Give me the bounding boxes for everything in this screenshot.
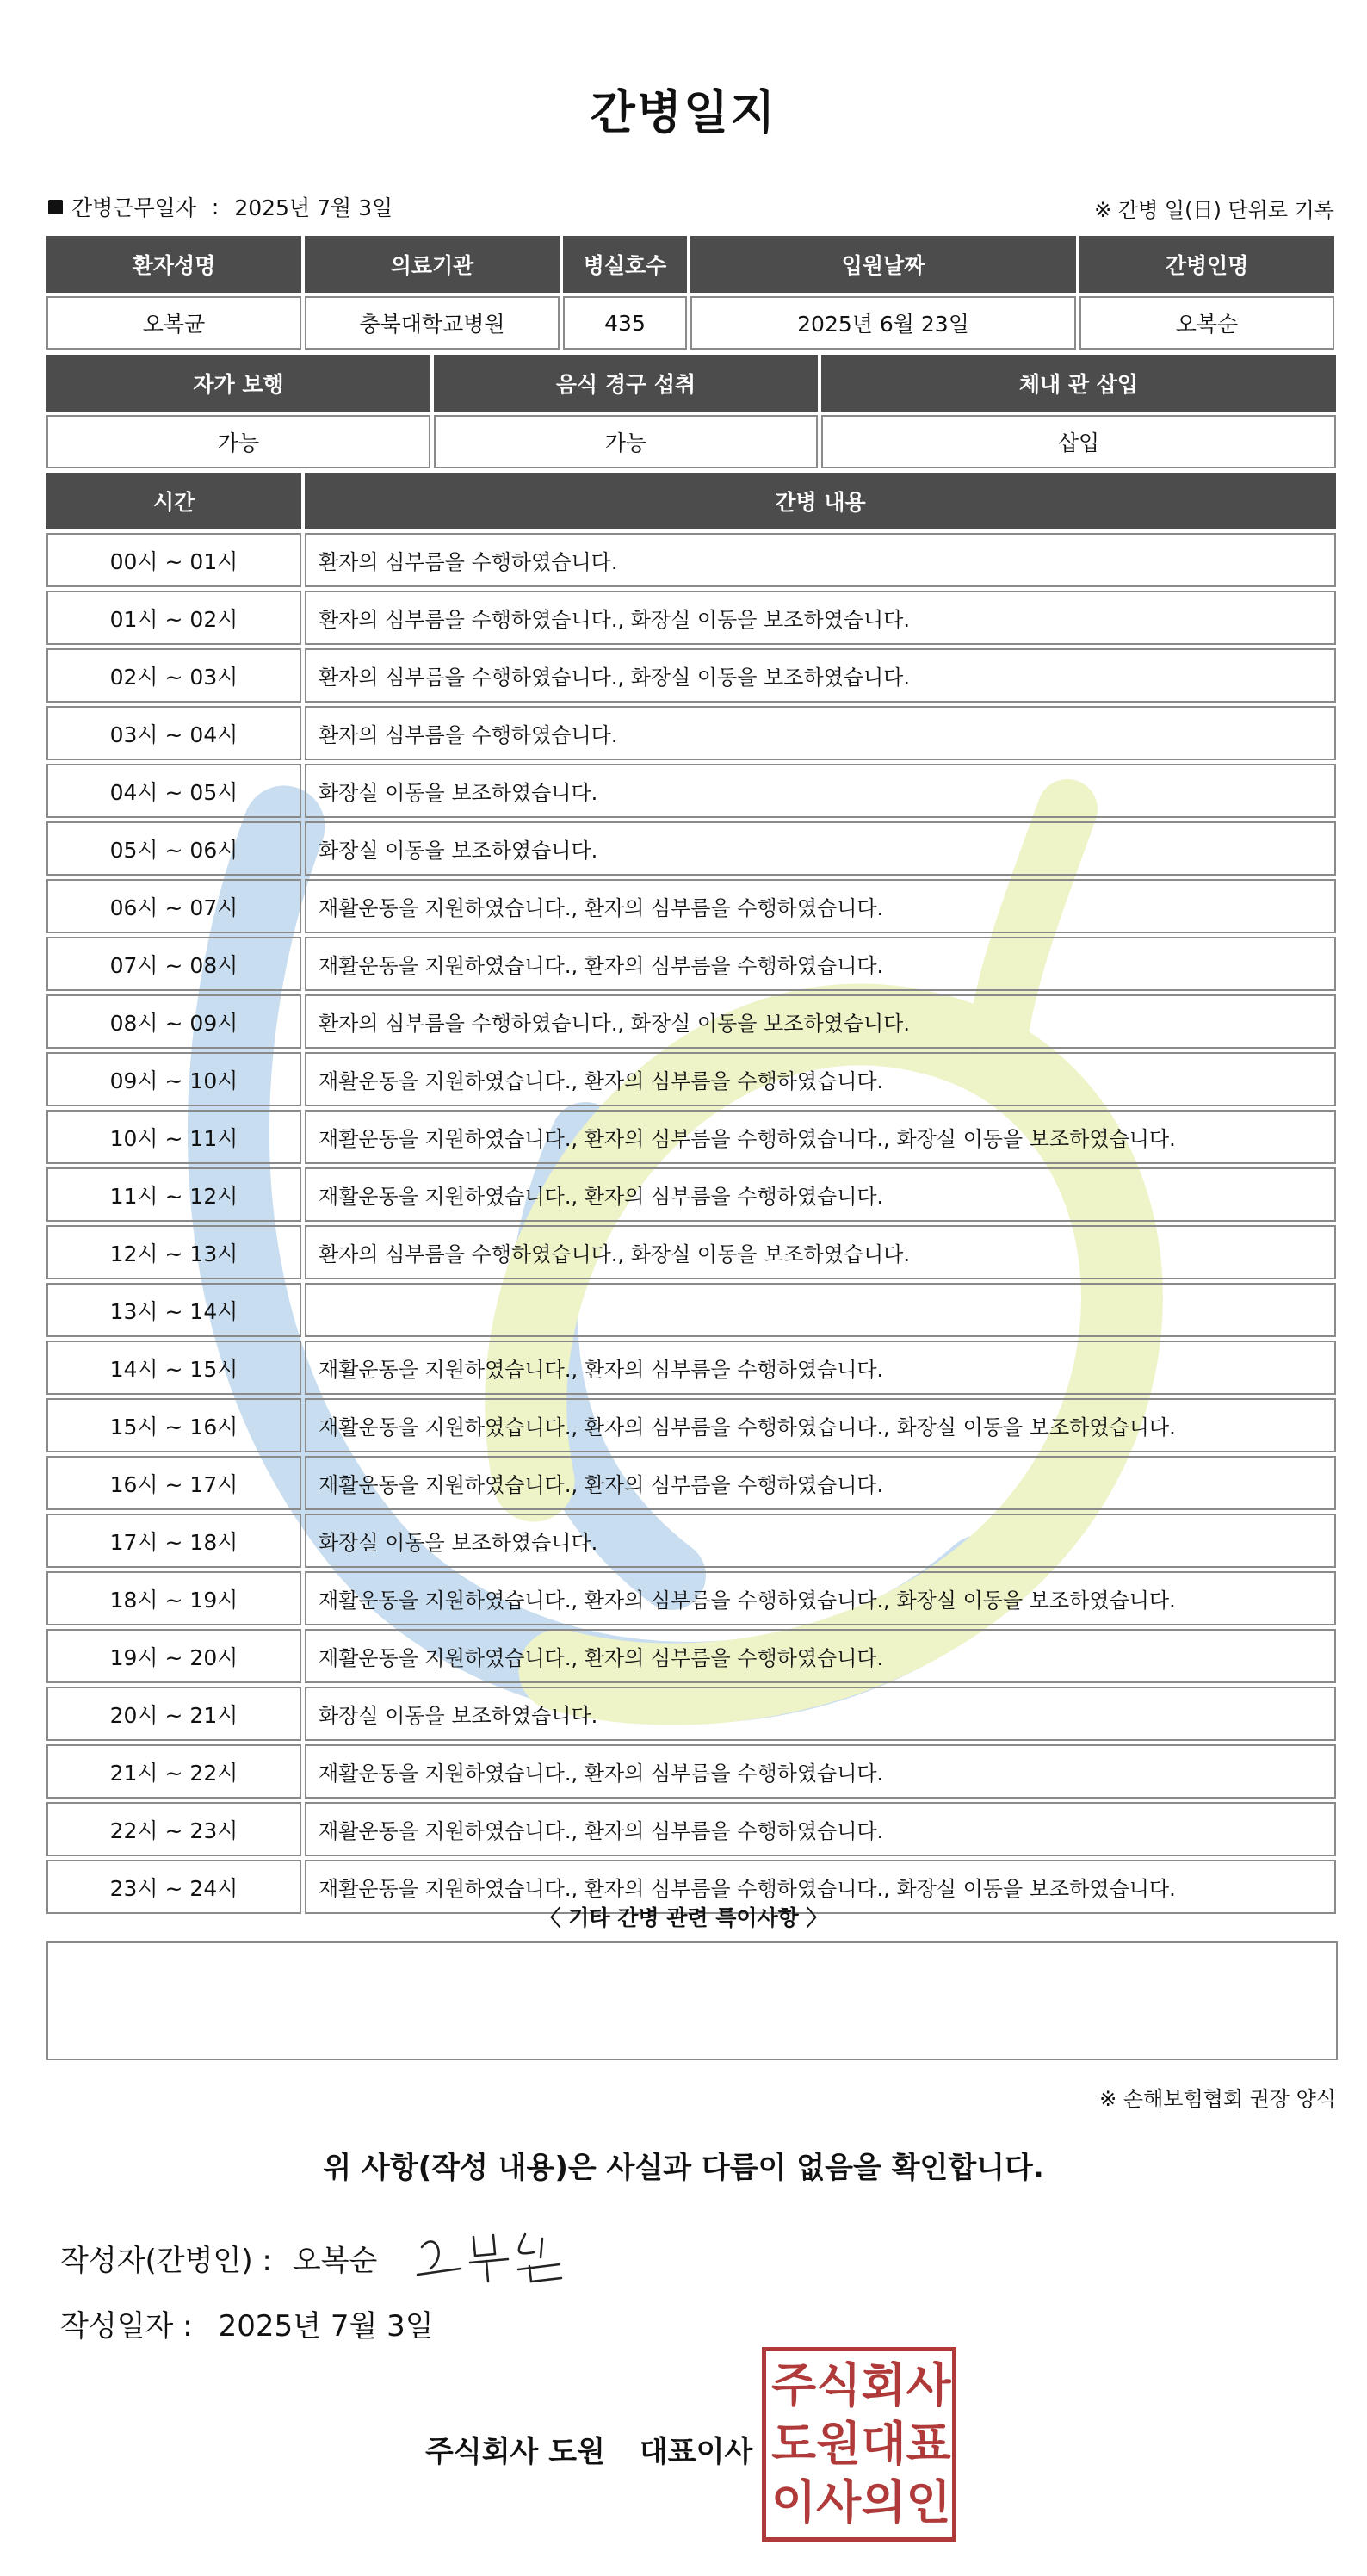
company-representative-title: 대표이사 bbox=[639, 2435, 753, 2469]
seal-character: 대 bbox=[861, 2417, 906, 2471]
header-self-walking: 자가 보행 bbox=[46, 355, 430, 412]
log-time: 00시 ~ 01시 bbox=[46, 533, 301, 587]
log-row bbox=[46, 1052, 1336, 1106]
self-walking-value: 가능 bbox=[46, 415, 430, 468]
log-time: 23시 ~ 24시 bbox=[46, 1860, 301, 1914]
log-row bbox=[46, 1110, 1336, 1164]
log-content: 환자의 심부름을 수행하였습니다. bbox=[305, 706, 1336, 760]
log-row bbox=[46, 533, 1336, 587]
log-content: 재활운동을 지원하였습니다., 환자의 심부름을 수행하였습니다., 화장실 이동을 보조하였습니다. bbox=[305, 1110, 1336, 1164]
header-care-content: 간병 내용 bbox=[305, 473, 1336, 529]
writer-line bbox=[60, 2237, 377, 2279]
form-source-note: ※ 손해보험협회 권장 양식 bbox=[1099, 2087, 1336, 2111]
log-row bbox=[46, 879, 1336, 933]
header-time: 시간 bbox=[46, 473, 301, 529]
log-row bbox=[46, 1398, 1336, 1452]
seal-character: 도 bbox=[771, 2417, 817, 2471]
log-row bbox=[46, 994, 1336, 1049]
remarks-box bbox=[46, 1941, 1338, 2060]
tube-insertion-value: 삽입 bbox=[821, 415, 1336, 468]
log-content: 환자의 심부름을 수행하였습니다., 화장실 이동을 보조하였습니다. bbox=[305, 648, 1336, 703]
oral-intake-value: 가능 bbox=[434, 415, 818, 468]
log-time: 07시 ~ 08시 bbox=[46, 937, 301, 991]
seal-character: 사 bbox=[816, 2475, 862, 2530]
log-content: 화장실 이동을 보조하였습니다. bbox=[305, 1514, 1336, 1568]
page-title: 간병일지 bbox=[590, 85, 777, 139]
log-time: 03시 ~ 04시 bbox=[46, 706, 301, 760]
log-content: 화장실 이동을 보조하였습니다. bbox=[305, 764, 1336, 818]
log-time: 15시 ~ 16시 bbox=[46, 1398, 301, 1452]
company-seal-stamp bbox=[762, 2347, 956, 2542]
room-number: 435 bbox=[563, 296, 687, 350]
log-row bbox=[46, 1629, 1336, 1683]
patient-name: 오복균 bbox=[46, 296, 301, 350]
seal-character: 주 bbox=[771, 2358, 817, 2412]
header-patient-name: 환자성명 bbox=[46, 236, 301, 293]
log-time: 01시 ~ 02시 bbox=[46, 591, 301, 645]
header-hospital: 의료기관 bbox=[305, 236, 560, 293]
log-time: 22시 ~ 23시 bbox=[46, 1802, 301, 1856]
hospital-name: 충북대학교병원 bbox=[305, 296, 560, 350]
log-time: 20시 ~ 21시 bbox=[46, 1687, 301, 1741]
log-row bbox=[46, 1571, 1336, 1625]
log-row bbox=[46, 591, 1336, 645]
patient-info-table bbox=[43, 232, 1338, 353]
log-time: 13시 ~ 14시 bbox=[46, 1283, 301, 1337]
caregiver-name: 오복순 bbox=[1079, 296, 1334, 350]
written-date-line bbox=[60, 2302, 434, 2344]
log-content: 재활운동을 지원하였습니다., 환자의 심부름을 수행하였습니다. bbox=[305, 1052, 1336, 1106]
seal-character: 식 bbox=[816, 2358, 862, 2412]
writer-label: 작성자(간병인) : bbox=[60, 2244, 272, 2278]
work-date-separator: : bbox=[211, 194, 220, 220]
log-content: 재활운동을 지원하였습니다., 환자의 심부름을 수행하였습니다. bbox=[305, 1167, 1336, 1222]
log-row bbox=[46, 706, 1336, 760]
company-name: 주식회사 도원 bbox=[425, 2435, 605, 2469]
header-oral-intake: 음식 경구 섭취 bbox=[434, 355, 818, 412]
log-content: 재활운동을 지원하였습니다., 환자의 심부름을 수행하였습니다., 화장실 이동을 보조하였습니다. bbox=[305, 1571, 1336, 1625]
log-row bbox=[46, 764, 1336, 818]
log-time: 09시 ~ 10시 bbox=[46, 1052, 301, 1106]
handwritten-signature bbox=[413, 2221, 568, 2290]
log-row bbox=[46, 821, 1336, 876]
written-date-label: 작성일자 : bbox=[60, 2309, 193, 2344]
seal-character: 인 bbox=[906, 2475, 951, 2530]
log-row bbox=[46, 1514, 1336, 1568]
log-time: 04시 ~ 05시 bbox=[46, 764, 301, 818]
confirmation-statement: 위 사항(작성 내용)은 사실과 다름이 없음을 확인합니다. bbox=[323, 2151, 1044, 2185]
unit-note: ※ 간병 일(日) 단위로 기록 bbox=[1094, 198, 1334, 222]
log-row bbox=[46, 648, 1336, 703]
log-time: 02시 ~ 03시 bbox=[46, 648, 301, 703]
log-content: 환자의 심부름을 수행하였습니다., 화장실 이동을 보조하였습니다. bbox=[305, 1225, 1336, 1279]
log-content: 재활운동을 지원하였습니다., 환자의 심부름을 수행하였습니다. bbox=[305, 1629, 1336, 1683]
log-content: 재활운동을 지원하였습니다., 환자의 심부름을 수행하였습니다. bbox=[305, 1456, 1336, 1510]
bullet-square-icon bbox=[48, 200, 63, 214]
seal-character: 사 bbox=[906, 2358, 951, 2412]
company-line bbox=[425, 2428, 752, 2470]
log-time: 05시 ~ 06시 bbox=[46, 821, 301, 876]
work-date-label: 간병근무일자 bbox=[71, 195, 196, 220]
log-content: 환자의 심부름을 수행하였습니다. bbox=[305, 533, 1336, 587]
written-date-value: 2025년 7월 3일 bbox=[218, 2309, 434, 2344]
work-date-value: 2025년 7월 3일 bbox=[234, 195, 393, 220]
header-admission-date: 입원날짜 bbox=[690, 236, 1076, 293]
seal-character: 표 bbox=[906, 2417, 951, 2471]
log-time: 06시 ~ 07시 bbox=[46, 879, 301, 933]
seal-character: 회 bbox=[861, 2358, 906, 2412]
log-content: 재활운동을 지원하였습니다., 환자의 심부름을 수행하였습니다. bbox=[305, 879, 1336, 933]
writer-name: 오복순 bbox=[292, 2244, 378, 2278]
log-time: 10시 ~ 11시 bbox=[46, 1110, 301, 1164]
work-date-line bbox=[48, 191, 393, 222]
log-time: 11시 ~ 12시 bbox=[46, 1167, 301, 1222]
log-time: 17시 ~ 18시 bbox=[46, 1514, 301, 1568]
log-content: 화장실 이동을 보조하였습니다. bbox=[305, 1687, 1336, 1741]
log-row bbox=[46, 1802, 1336, 1856]
seal-character: 원 bbox=[816, 2417, 862, 2471]
log-row bbox=[46, 1167, 1336, 1222]
log-content: 환자의 심부름을 수행하였습니다., 화장실 이동을 보조하였습니다. bbox=[305, 994, 1336, 1049]
log-content: 환자의 심부름을 수행하였습니다., 화장실 이동을 보조하였습니다. bbox=[305, 591, 1336, 645]
log-content: 재활운동을 지원하였습니다., 환자의 심부름을 수행하였습니다., 화장실 이동을 보조하였습니다. bbox=[305, 1398, 1336, 1452]
log-row bbox=[46, 1225, 1336, 1279]
log-content: 재활운동을 지원하였습니다., 환자의 심부름을 수행하였습니다., 화장실 이동을 보조하였습니다. bbox=[305, 1860, 1336, 1914]
log-time: 18시 ~ 19시 bbox=[46, 1571, 301, 1625]
log-row bbox=[46, 1456, 1336, 1510]
log-content bbox=[305, 1283, 1336, 1337]
log-row bbox=[46, 1283, 1336, 1337]
log-content: 재활운동을 지원하였습니다., 환자의 심부름을 수행하였습니다. bbox=[305, 1744, 1336, 1799]
patient-status-table bbox=[43, 351, 1339, 472]
log-content: 재활운동을 지원하였습니다., 환자의 심부름을 수행하였습니다. bbox=[305, 1802, 1336, 1856]
log-row bbox=[46, 937, 1336, 991]
log-content: 재활운동을 지원하였습니다., 환자의 심부름을 수행하였습니다. bbox=[305, 1341, 1336, 1395]
log-time: 16시 ~ 17시 bbox=[46, 1456, 301, 1510]
log-time: 12시 ~ 13시 bbox=[46, 1225, 301, 1279]
log-row bbox=[46, 1744, 1336, 1799]
seal-character: 의 bbox=[861, 2475, 906, 2530]
header-caregiver-name: 간병인명 bbox=[1079, 236, 1334, 293]
log-content: 화장실 이동을 보조하였습니다. bbox=[305, 821, 1336, 876]
admission-date: 2025년 6월 23일 bbox=[690, 296, 1076, 350]
log-content: 재활운동을 지원하였습니다., 환자의 심부름을 수행하였습니다. bbox=[305, 937, 1336, 991]
log-row bbox=[46, 1341, 1336, 1395]
header-tube-insertion: 체내 관 삽입 bbox=[821, 355, 1336, 412]
log-row bbox=[46, 1687, 1336, 1741]
log-time: 21시 ~ 22시 bbox=[46, 1744, 301, 1799]
header-room: 병실호수 bbox=[563, 236, 687, 293]
care-log-table bbox=[43, 469, 1339, 1917]
log-time: 14시 ~ 15시 bbox=[46, 1341, 301, 1395]
log-time: 08시 ~ 09시 bbox=[46, 994, 301, 1049]
remarks-title: 〈 기타 간병 관련 특이사항 〉 bbox=[539, 1905, 828, 1930]
seal-character: 이 bbox=[771, 2475, 817, 2530]
log-time: 19시 ~ 20시 bbox=[46, 1629, 301, 1683]
